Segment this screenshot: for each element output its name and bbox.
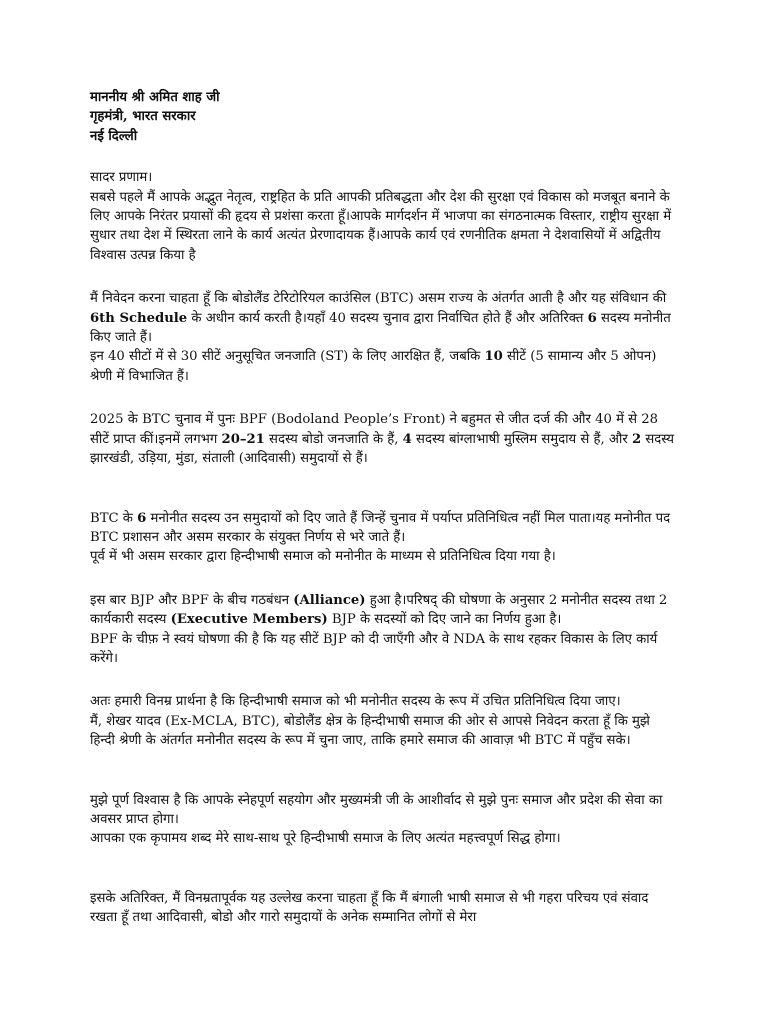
bold-run: 6 [587, 310, 597, 326]
recipient-name: माननीय श्री अमित शाह जी [90, 90, 220, 105]
bold-run: 6 [137, 510, 147, 526]
text-run: BJP के सदस्यों को दिए जाने का निर्णय हुआ है। [327, 612, 562, 628]
letter-page [90, 88, 678, 928]
text-run: इस बार BJP और BPF के बीच गठबंधन [90, 592, 294, 608]
paragraph-election-2025 [90, 410, 678, 468]
paragraph-self-nomination: मैं, शेखर यादव (Ex-MCLA, BTC), बोडोलैंड क्षेत्र के हिन्दीभाषी समाज की ओर से आपसे निवेदन करता हूँ कि मुझे हिन्दी श्रेणी के अंतर्गत मनोनीत सदस्य के रूप में चुना जाए, ताकि हमारे समाज की आवाज़ भी BTC में पहुँच सके। [90, 713, 650, 749]
bold-run: 6th Schedule [90, 310, 188, 326]
text-run: सदस्य झारखंडी, उड़िया, मुंडा, संताली (आदिवासी) समुदायों से हैं। [90, 431, 675, 467]
bold-run: 4 [402, 431, 412, 447]
text-run: हुआ है।परिषद् की घोषणा के अनुसार 2 मनोनीत सदस्य तथा 2 कार्यकारी सदस्य [90, 592, 668, 628]
text-run: सदस्य मनोनीत किए जाते हैं। [90, 310, 671, 346]
paragraph-bpf-announcement: BPF के चीफ़ ने स्वयं घोषणा की है कि यह सीटें BJP को दी जाएँगी और वे NDA के साथ रहकर विकास के लिए कार्य करेंगे। [90, 631, 658, 666]
text-run: सदस्य बोडो जनजाति के हैं, [264, 431, 403, 447]
text-run: इन 40 सीटों में से 30 सीटें अनुसूचित जनजाति (ST) के लिए आरक्षित हैं, जबकि [90, 349, 485, 365]
text-run: सीटें (5 सामान्य और 5 ओपन) श्रेणी में विभाजित हैं। [90, 349, 657, 384]
bold-run: 20–21 [221, 431, 265, 447]
bold-run: (Executive Members) [170, 612, 328, 628]
paragraph-alliance [90, 591, 678, 630]
text-run: सदस्य बांग्लाभाषी मुस्लिम समुदाय से हैं, और [411, 431, 632, 447]
paragraph-past-representation: पूर्व में भी असम सरकार द्वारा हिन्दीभाषी समाज को मनोनीत के माध्यम से प्रतिनिधित्व दिया गया है। [90, 549, 556, 565]
text-run: BTC के [90, 510, 138, 526]
text-run: मैं निवेदन करना चाहता हूँ कि बोडोलैंड टेरिटोरियल काउंसिल (BTC) असम राज्य के अंतर्गत आती है और यह संविधान की [90, 291, 667, 307]
greeting: सादर प्रणाम। [90, 170, 153, 186]
bold-run: 2 [631, 431, 642, 447]
text-run: के अधीन कार्य करती है।यहाँ 40 सदस्य चुनाव द्वारा निर्वाचित होते हैं और अतिरिक्त [187, 310, 588, 326]
paragraph-btc-structure [90, 289, 678, 347]
paragraph-kind-word: आपका एक कृपामय शब्द मेरे साथ-साथ पूरे हिन्दीभाषी समाज के लिए अत्यंत महत्त्वपूर्ण सिद्ध होगा। [90, 831, 561, 847]
recipient-city: नई दिल्ली [90, 128, 138, 144]
paragraph-nominated-members [90, 509, 678, 548]
text-run: 2025 के BTC चुनाव में पुनः BPF (Bodoland People’s Front) ने बहुमत से जीत दर्ज की और 40 में से 28 सीटें प्राप्त कीं।इनमें लगभग [90, 412, 659, 447]
text-run: मनोनीत सदस्य उन समुदायों को दिए जाते हैं जिन्हें चुनाव में पर्याप्त प्रतिनिधित्व नहीं मिल पाता।यह मनोनीत पद BTC प्रशासन और असम सरकार के संयुक्त निर्णय से भरे जाते हैं। [90, 510, 671, 545]
paragraph-seat-reservation [90, 347, 678, 386]
paragraph-additional: इसके अतिरिक्त, मैं विनम्रतापूर्वक यह उल्लेख करना चाहता हूँ कि मैं बंगाली भाषी समाज से भी गहरा परिचय एवं संवाद रखता हूँ तथा आदिवासी, बोडो और गारो समुदायों के अनेक सम्मानित लोगों से मेरा [90, 890, 649, 926]
bold-run: (Alliance) [293, 592, 366, 608]
recipient-designation: गृहमंत्री, भारत सरकार [90, 109, 196, 125]
paragraph-request: अतः हमारी विनम्र प्रार्थना है कि हिन्दीभाषी समाज को भी मनोनीत सदस्य के रूप में उचित प्रतिनिधित्व दिया जाए। [90, 694, 621, 710]
bold-run: 10 [484, 349, 503, 365]
paragraph-confidence: मुझे पूर्ण विश्वास है कि आपके स्नेहपूर्ण सहयोग और मुख्यमंत्री जी के आशीर्वाद से मुझे पुनः समाज और प्रदेश की सेवा का अवसर प्राप्त होगा। [90, 792, 663, 827]
paragraph-appreciation: सबसे पहले मैं आपके अद्भुत नेतृत्व, राष्ट्रहित के प्रति आपकी प्रतिबद्धता और देश की सुरक्षा एवं विकास को मजबूत बनाने के लिए आपके निरंतर प्रयासों की हृदय से प्रशंसा करता हूँ।आपके मार्गदर्शन में भाजपा का संगठनात्मक विस्तार, राष्ट्रीय सुरक्षा में सुधार तथा देश में स्थिरता लाने के कार्य अत्यंत प्रेरणादायक हैं।आपके कार्य एवं रणनीतिक क्षमता ने देशवासियों में अद्वितीय विश्वास उत्पन्न किया है [90, 189, 672, 263]
